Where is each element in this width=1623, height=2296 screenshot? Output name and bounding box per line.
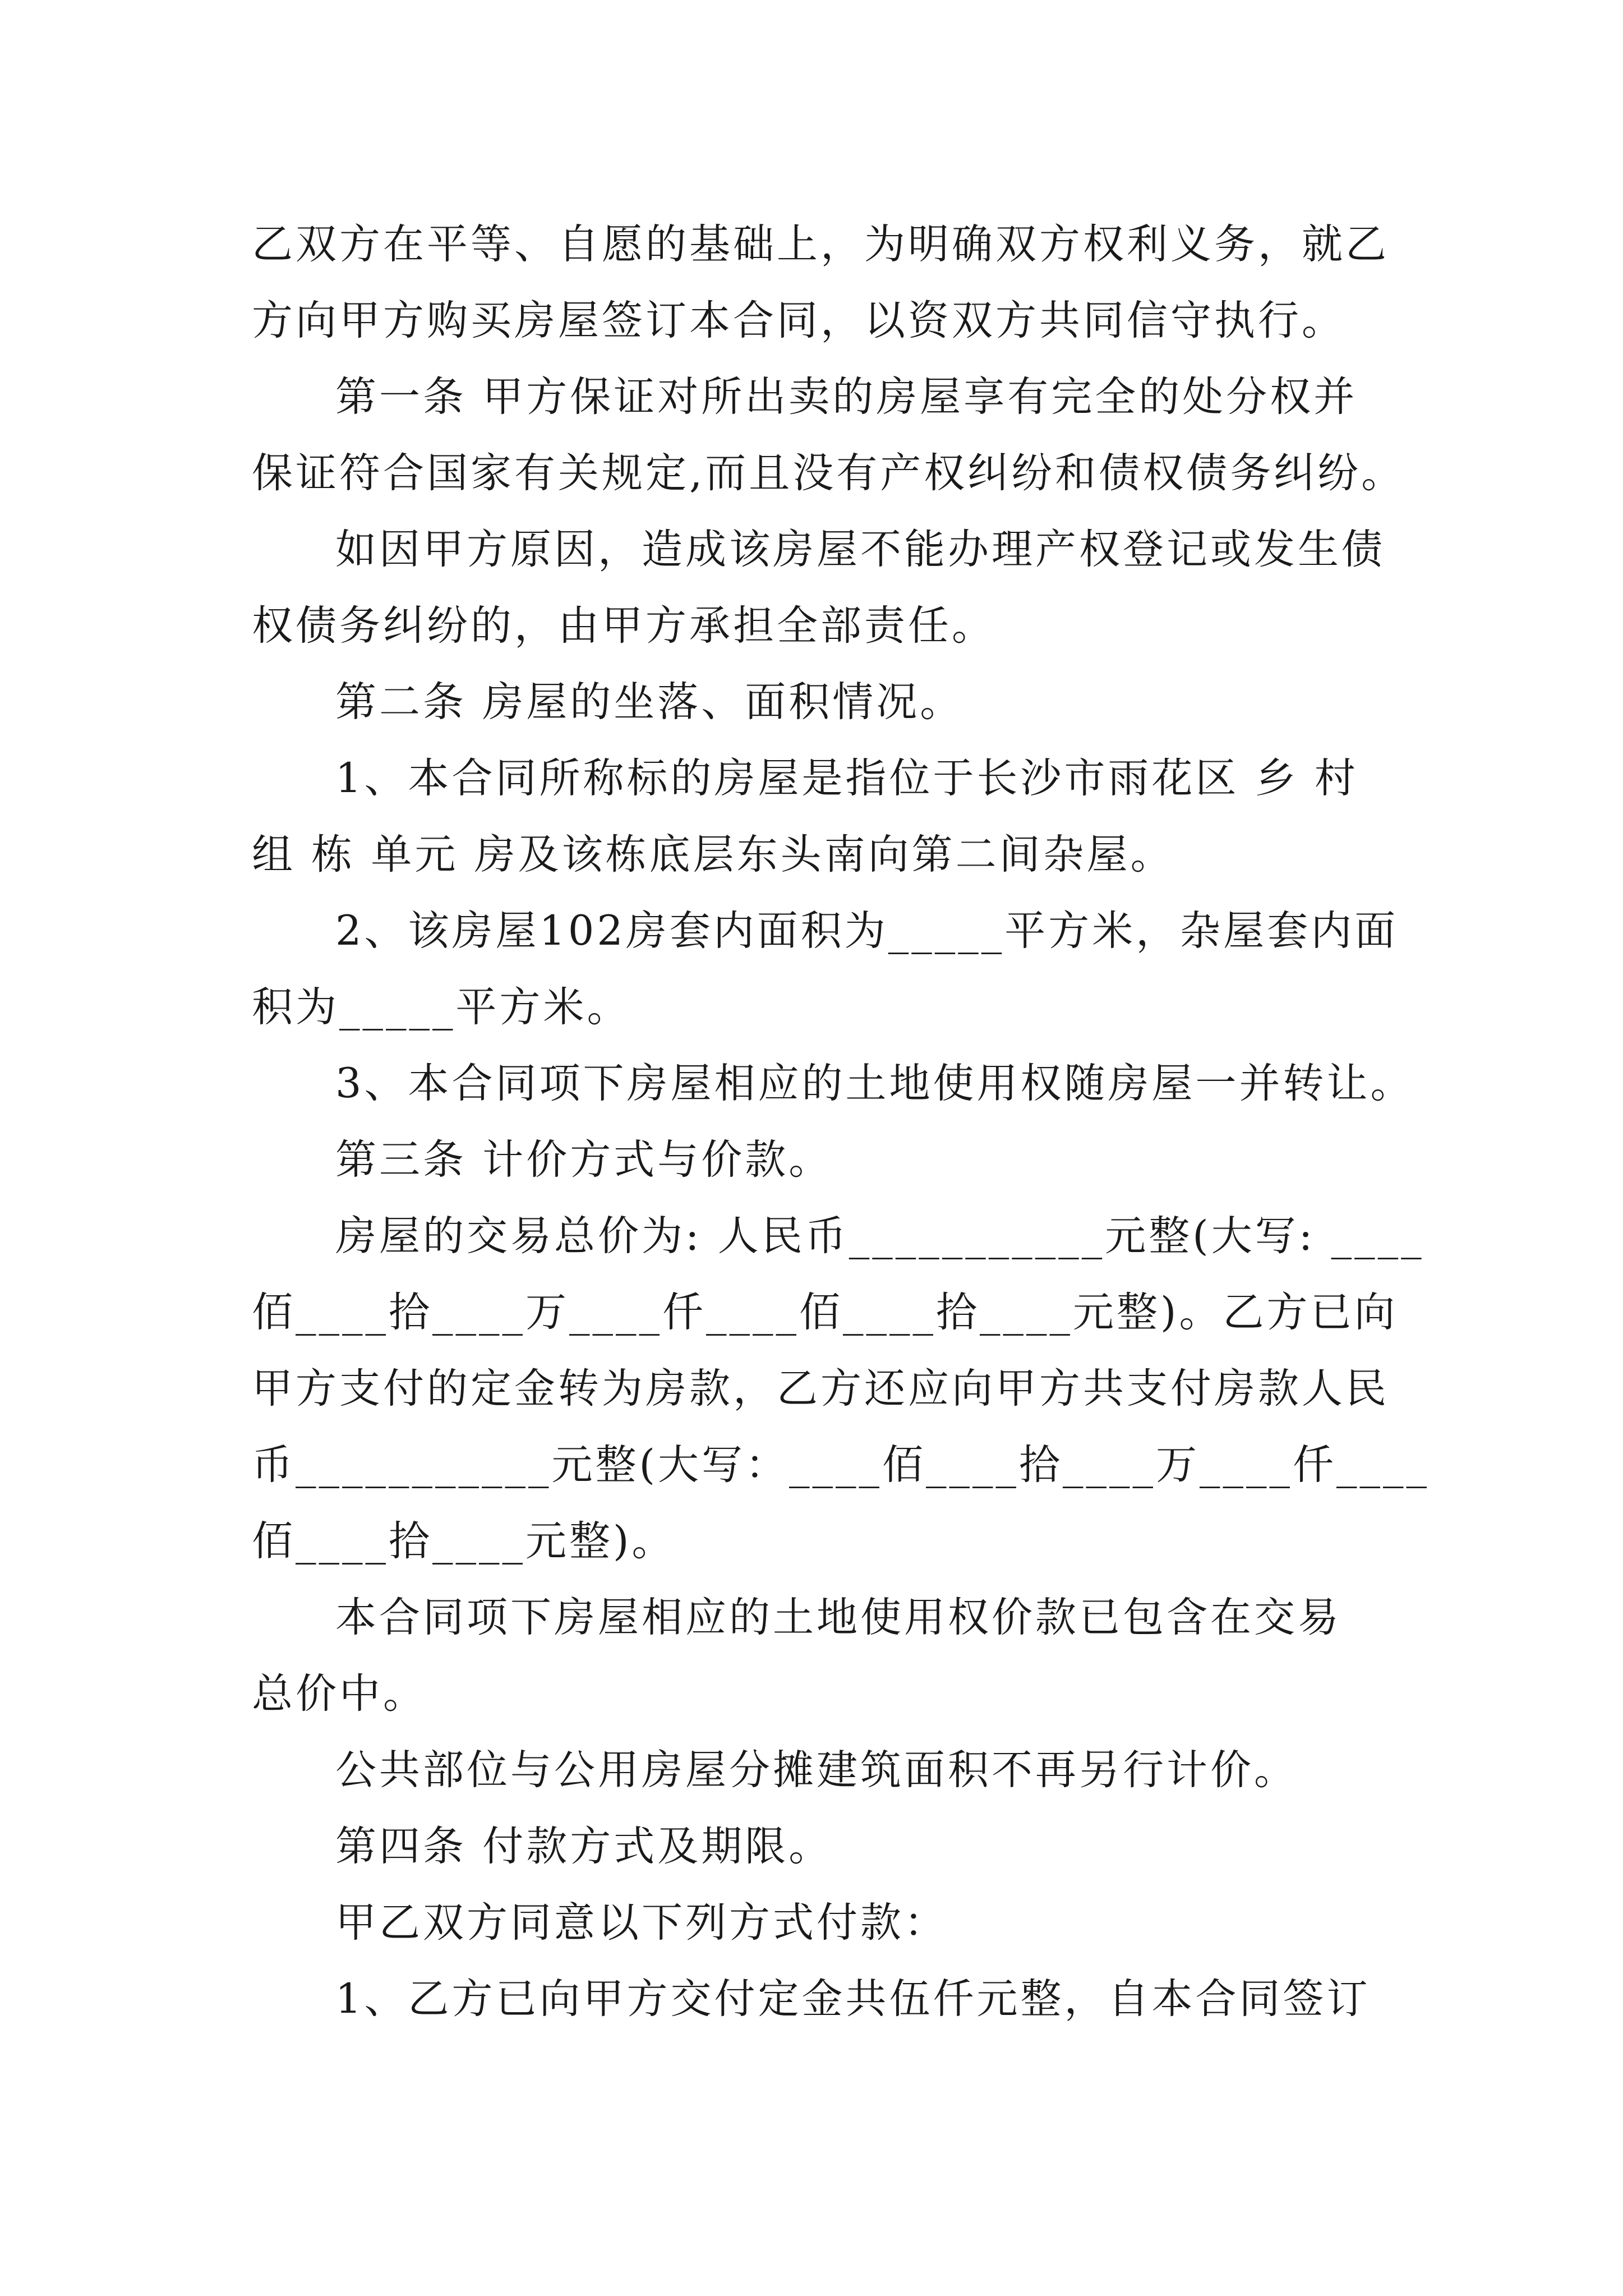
text-line: 甲方支付的定金转为房款，乙方还应向甲方共支付房款人民 [252,1365,1389,1412]
text-line: 佰____拾____万____仟____佰____拾____元整)。乙方已向 [252,1289,1398,1336]
article-4-heading: 第四条 付款方式及期限。 [335,1823,833,1870]
text-line: 1、本合同所称标的房屋是指位于长沙市雨花区 乡 村 [335,754,1358,802]
article-1-heading-line: 第一条 甲方保证对所出卖的房屋享有完全的处分权并 [335,373,1358,421]
text-line: 总价中。 [252,1670,427,1718]
text-line: 3、本合同项下房屋相应的土地使用权随房屋一并转让。 [335,1060,1414,1107]
text-line: 2、该房屋102房套内面积为_____平方米，杂屋套内面 [335,907,1399,955]
text-line: 积为_____平方米。 [252,983,631,1031]
text-line: 甲乙双方同意以下列方式付款： [335,1899,948,1947]
article-3-heading: 第三条 计价方式与价款。 [335,1136,833,1184]
text-line: 佰____拾____元整)。 [252,1517,676,1565]
text-line: 本合同项下房屋相应的土地使用权价款已包含在交易 [335,1594,1341,1641]
text-line: 方向甲方购买房屋签订本合同，以资双方共同信守执行。 [252,297,1345,344]
text-line: 如因甲方原因，造成该房屋不能办理产权登记或发生债 [335,526,1385,573]
text-line: 组 栋 单元 房及该栋底层东头南向第二间杂屋。 [252,831,1174,878]
text-line: 保证符合国家有关规定,而且没有产权纠纷和债权债务纠纷。 [252,449,1405,497]
text-line: 币___________元整(大写：____佰____拾____万____仟____ [252,1441,1430,1489]
text-line: 公共部位与公用房屋分摊建筑面积不再另行计价。 [335,1746,1298,1794]
article-2-heading: 第二条 房屋的坐落、面积情况。 [335,678,964,726]
text-line: 房屋的交易总价为: 人民币___________元整(大写: ____ [335,1212,1424,1260]
text-line: 1、乙方已向甲方交付定金共伍仟元整，自本合同签订 [335,1975,1371,2023]
text-line: 权债务纠纷的，由甲方承担全部责任。 [252,602,995,650]
text-line: 乙双方在平等、自愿的基础上，为明确双方权利义务，就乙 [252,220,1389,268]
